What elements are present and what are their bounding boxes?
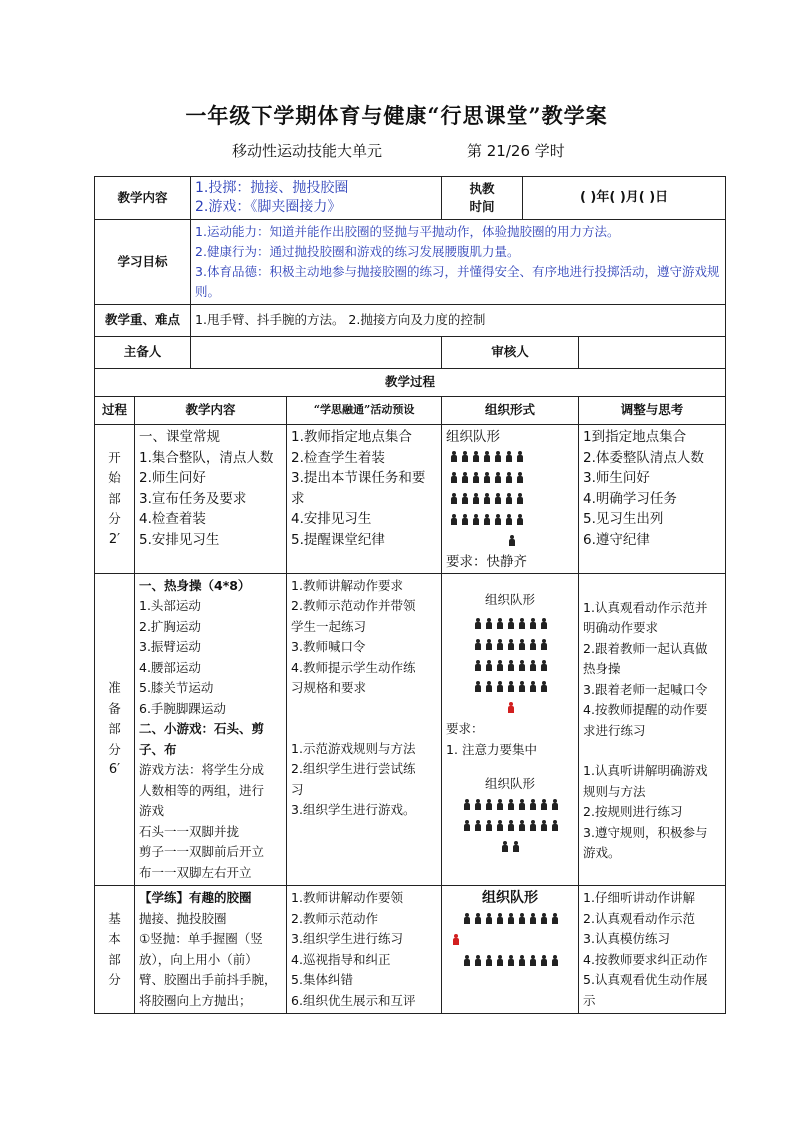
- student-icon: [541, 660, 546, 671]
- student-icon: [506, 493, 511, 504]
- student-icon: [519, 618, 524, 629]
- student-icon: [530, 955, 535, 966]
- student-icon: [486, 639, 491, 650]
- student-icon: [475, 681, 480, 692]
- student-icon: [519, 639, 524, 650]
- student-icon: [484, 451, 489, 462]
- student-icon: [462, 451, 467, 462]
- student-icon: [475, 820, 480, 831]
- formation-note: 要求：快静齐: [446, 553, 528, 570]
- student-icon: [464, 799, 469, 810]
- teacher-icon: [509, 535, 514, 546]
- student-icon: [475, 618, 480, 629]
- student-icon: [552, 820, 557, 831]
- student-icon: [506, 472, 511, 483]
- student-icon: [508, 639, 513, 650]
- process-label: 教学过程: [95, 369, 726, 397]
- formation-row: [446, 909, 574, 930]
- student-icon: [508, 799, 513, 810]
- student-icon: [484, 472, 489, 483]
- student-icon: [497, 913, 502, 924]
- start-content: 一、课堂常规 1.集合整队，清点人数 2.师生问好 3.宣布任务及要求 4.检查着装 5.安排见习生: [135, 425, 287, 574]
- student-icon: [497, 799, 502, 810]
- formation-grid-2: [446, 951, 574, 972]
- main-content: 【学练】有趣的胶圈 抛接、抛投胶圈 ①竖抛：单手握圈（竖 放），向上用小（前） 臂、胶圈出手前抖手腕， 将胶圈向上方抛出；: [135, 886, 287, 1014]
- student-icon: [473, 493, 478, 504]
- formation-title: 组织队形: [446, 429, 501, 445]
- student-icon: [451, 493, 456, 504]
- key-points-text: 1.甩手臂、抖手腕的方法。 2.抛接方向及力度的控制: [191, 305, 726, 337]
- student-icon: [451, 514, 456, 525]
- student-icon: [464, 820, 469, 831]
- student-icon: [508, 660, 513, 671]
- start-organization: [442, 425, 579, 574]
- period-number: 第 21/26 学时: [467, 142, 565, 160]
- student-icon: [508, 955, 513, 966]
- student-icon: [497, 681, 502, 692]
- student-icon: [464, 955, 469, 966]
- student-icon: [497, 955, 502, 966]
- student-icon: [508, 681, 513, 692]
- student-icon: [541, 820, 546, 831]
- date-field: ( )年( )月( )日: [523, 177, 726, 220]
- prep-reflection: 1.认真观看动作示范并 明确动作要求 2.跟着教师一起认真做 热身操 3.跟着老师一起喊口令 4.按教师提醒的动作要 求进行练习 1.认真听讲解明确游戏 规则与方法 2.按规则进行练习 3.遵守规则，积极参与 游戏。: [579, 573, 726, 886]
- col-stage: 过程: [95, 397, 135, 425]
- student-icon: [497, 639, 502, 650]
- student-icon: [508, 618, 513, 629]
- start-activities: 1.教师指定地点集合 2.检查学生着装 3.提出本节课任务和要 求 4.安排见习生 5.提醒课堂纪律: [287, 425, 442, 574]
- student-icon: [541, 681, 546, 692]
- student-icon: [519, 799, 524, 810]
- student-icon: [519, 660, 524, 671]
- student-icon: [486, 799, 491, 810]
- student-icon: [541, 799, 546, 810]
- main-organization: [442, 886, 579, 1014]
- student-icon: [530, 913, 535, 924]
- student-icon: [475, 639, 480, 650]
- student-icon: [451, 472, 456, 483]
- student-icon: [486, 681, 491, 692]
- student-icon: [473, 472, 478, 483]
- page-title: 一年级下学期体育与健康“行思课堂”教学案: [185, 103, 608, 128]
- student-icon: [519, 955, 524, 966]
- student-icon: [530, 820, 535, 831]
- student-icon: [519, 681, 524, 692]
- formation-row: [446, 614, 574, 635]
- student-icon: [517, 472, 522, 483]
- student-icon: [495, 451, 500, 462]
- goal-label: 学习目标: [95, 220, 191, 305]
- student-icon: [541, 955, 546, 966]
- student-icon: [495, 493, 500, 504]
- formation-row: [448, 511, 574, 532]
- student-icon: [517, 493, 522, 504]
- preparer-label: 主备人: [95, 337, 191, 369]
- formation-row: [448, 490, 574, 511]
- student-icon: [541, 913, 546, 924]
- student-icon: [552, 955, 557, 966]
- goal-lines: 1.运动能力：知道并能作出胶圈的竖抛与平抛动作，体验抛胶圈的用力方法。 2.健康行为：通过抛投胶圈和游戏的练习发展腰腹肌力量。 3.体育品德：积极主动地参与抛接胶圈的练习，并懂得安全、有序地进行投掷活动，遵守游戏规则。: [191, 220, 726, 305]
- student-icon: [451, 451, 456, 462]
- section-label-start: 开 始 部 分 2′: [95, 425, 135, 574]
- student-icon: [486, 618, 491, 629]
- student-icon: [486, 660, 491, 671]
- key-points-label: 教学重、难点: [95, 305, 191, 337]
- unit-name: 移动性运动技能大单元: [232, 142, 383, 160]
- student-icon: [541, 618, 546, 629]
- lesson-plan-table: [94, 176, 726, 1014]
- formation-row: [446, 951, 574, 972]
- student-icon: [473, 451, 478, 462]
- student-icon: [464, 913, 469, 924]
- formation-title: 组织队形: [482, 890, 539, 906]
- student-icon: [497, 660, 502, 671]
- formation-grid: [446, 614, 574, 698]
- formation-grid-2: [446, 795, 574, 837]
- main-activities: 1.教师讲解动作要领 2.教师示范动作 3.组织学生进行练习 4.巡视指导和纠正 5.集体纠错 6.组织优生展示和互评: [287, 886, 442, 1014]
- student-icon: [517, 451, 522, 462]
- student-icon: [486, 955, 491, 966]
- student-icon: [495, 472, 500, 483]
- content-lines: 1.投掷：抛接、抛投胶圈 2.游戏：《脚夹圈接力》: [191, 177, 442, 220]
- reviewer-field: [579, 337, 726, 369]
- teacher-icon: [453, 934, 458, 945]
- student-icon: [484, 514, 489, 525]
- student-icon: [473, 514, 478, 525]
- prep-activities: 1.教师讲解动作要求 2.教师示范动作并带领 学生一起练习 3.教师喊口令 4.教师提示学生动作练 习规格和要求 1.示范游戏规则与方法 2.组织学生进行尝试练 习 3.组织学生进行游戏。: [287, 573, 442, 886]
- formation-title: 组织队形: [485, 591, 536, 607]
- student-icon: [486, 820, 491, 831]
- main-reflection: 1.仔细听讲动作讲解 2.认真观看动作示范 3.认真模仿练习 4.按教师要求纠正动作 5.认真观看优生动作展 示: [579, 886, 726, 1014]
- student-icon: [508, 820, 513, 831]
- student-icon: [519, 820, 524, 831]
- student-icon: [508, 913, 513, 924]
- student-icon: [506, 514, 511, 525]
- prep-organization: [442, 573, 579, 886]
- content-label: 教学内容: [95, 177, 191, 220]
- student-icon: [497, 820, 502, 831]
- formation-grid: [446, 448, 574, 532]
- student-icon: [506, 451, 511, 462]
- student-icon: [517, 514, 522, 525]
- teacher-icon: [502, 841, 507, 852]
- student-icon: [497, 618, 502, 629]
- formation-title-2: 组织队形: [485, 776, 536, 791]
- formation-row: [446, 635, 574, 656]
- preparer-field: [191, 337, 442, 369]
- student-icon: [541, 639, 546, 650]
- col-reflection: 调整与思考: [579, 397, 726, 425]
- formation-row: [448, 469, 574, 490]
- teacher-icon: [513, 841, 518, 852]
- student-icon: [475, 913, 480, 924]
- student-icon: [486, 913, 491, 924]
- student-icon: [552, 913, 557, 924]
- time-label: 执教时间: [442, 177, 523, 220]
- student-icon: [462, 514, 467, 525]
- formation-row: [446, 816, 574, 837]
- col-activities: “学思融通”活动预设: [287, 397, 442, 425]
- requirement-item: 1. 注意力要集中: [446, 741, 537, 757]
- section-label-prep: 准 备 部 分 6′: [95, 573, 135, 886]
- student-icon: [530, 639, 535, 650]
- student-icon: [530, 618, 535, 629]
- col-content: 教学内容: [135, 397, 287, 425]
- student-icon: [475, 955, 480, 966]
- formation-row: [446, 795, 574, 816]
- formation-grid: [446, 909, 574, 930]
- section-label-main: 基 本 部 分: [95, 886, 135, 1014]
- student-icon: [519, 913, 524, 924]
- student-icon: [484, 493, 489, 504]
- formation-row: [446, 677, 574, 698]
- prep-content: 一、热身操（4*8） 1.头部运动 2.扩胸运动 3.振臂运动 4.腰部运动 5.膝关节运动 6.手腕脚踝运动 二、小游戏：石头、剪 子、布 游戏方法：将学生分成 人数相等的两组，进行 游戏 石头一一双脚并拢 剪子一一双脚前后开立 布一一双脚左右开立: [135, 573, 287, 886]
- student-icon: [530, 681, 535, 692]
- student-icon: [530, 660, 535, 671]
- formation-row: [448, 448, 574, 469]
- formation-row: [446, 656, 574, 677]
- teacher-icon: [508, 702, 513, 713]
- student-icon: [530, 799, 535, 810]
- student-icon: [495, 514, 500, 525]
- student-icon: [475, 799, 480, 810]
- col-organization: 组织形式: [442, 397, 579, 425]
- student-icon: [552, 799, 557, 810]
- student-icon: [475, 660, 480, 671]
- reviewer-label: 审核人: [442, 337, 579, 369]
- student-icon: [462, 472, 467, 483]
- start-reflection: 1到指定地点集合 2.体委整队清点人数 3.师生问好 4.明确学习任务 5.见习生出列 6.遵守纪律: [579, 425, 726, 574]
- student-icon: [462, 493, 467, 504]
- requirement-label: 要求：: [446, 721, 484, 736]
